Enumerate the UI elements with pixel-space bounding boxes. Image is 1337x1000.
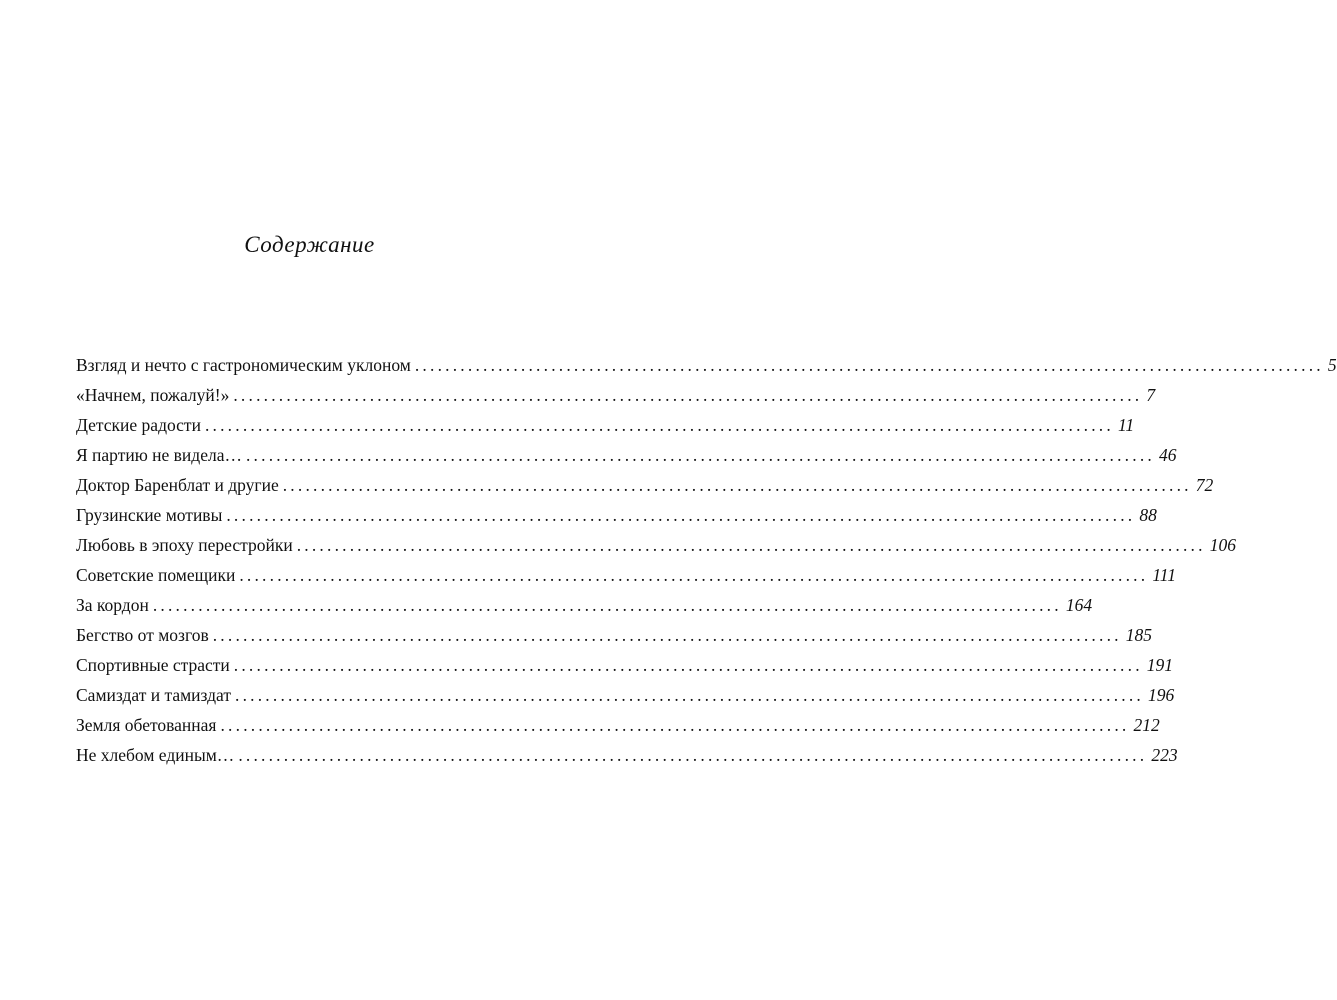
toc-leader-dots: ........................................................................................................................ — [239, 565, 1149, 585]
toc-entry-page: 185 — [1125, 625, 1152, 645]
toc-leader-dots: ........................................................................................................................ — [226, 505, 1136, 525]
toc-leader-dots: ........................................................................................................................ — [238, 745, 1148, 765]
page-title: Содержание — [244, 232, 375, 257]
toc-entry[interactable] — [76, 530, 1236, 560]
toc-entry-page: 164 — [1065, 595, 1093, 615]
toc-leader-dots: ........................................................................................................................ — [152, 595, 1062, 615]
toc-entry-page: 196 — [1148, 685, 1175, 705]
toc-entry[interactable] — [76, 620, 1152, 650]
toc-entry-page: 191 — [1146, 655, 1174, 675]
toc-entry-title: Грузинские мотивы — [76, 505, 223, 525]
toc-entry-title: Взгляд и нечто с гастрономическим уклоном — [76, 355, 411, 375]
toc-entry-page: 72 — [1195, 475, 1214, 495]
toc-leader-dots: ........................................................................................................................ — [204, 415, 1114, 435]
toc-entry-page: 111 — [1152, 565, 1176, 585]
toc-entry[interactable] — [76, 380, 1156, 410]
toc-leader-dots: ........................................................................................................................ — [245, 445, 1155, 465]
toc-entry-title: Я партию не видела… — [76, 445, 242, 465]
toc-entry-page: 46 — [1158, 445, 1177, 465]
toc-entry-title: Советские помещики — [76, 565, 236, 585]
toc-entry[interactable] — [76, 350, 1337, 380]
toc-entry-page: 5 — [1327, 355, 1337, 375]
toc-entry[interactable] — [76, 740, 1178, 770]
toc-entry[interactable] — [76, 440, 1177, 470]
toc-entry[interactable] — [76, 650, 1174, 680]
toc-entry-title: Детские радости — [76, 415, 201, 435]
toc-leader-dots: ........................................................................................................................ — [296, 535, 1206, 555]
toc-entry[interactable] — [76, 470, 1214, 500]
toc-entry-title: Не хлебом единым… — [76, 745, 235, 765]
toc-entry-title: Самиздат и тамиздат — [76, 685, 231, 705]
toc-entry[interactable] — [76, 590, 1093, 620]
toc-leader-dots: ........................................................................................................................ — [233, 385, 1143, 405]
toc-leader-dots: ........................................................................................................................ — [212, 625, 1122, 645]
toc-entry-page: 7 — [1146, 385, 1156, 405]
toc-leader-dots: ........................................................................................................................ — [414, 355, 1324, 375]
toc-entry-title: За кордон — [76, 595, 149, 615]
toc-entry-title: «Начнем, пожалуй!» — [76, 385, 230, 405]
toc-entry[interactable] — [76, 410, 1135, 440]
toc-entry-title: Спортивные страсти — [76, 655, 230, 675]
toc-entry[interactable] — [76, 680, 1175, 710]
toc-entry[interactable] — [76, 560, 1176, 590]
toc-leader-dots: ........................................................................................................................ — [233, 655, 1143, 675]
toc-leader-dots: ........................................................................................................................ — [282, 475, 1192, 495]
toc-entry-page: 11 — [1117, 415, 1135, 435]
toc-entry[interactable] — [76, 710, 1160, 740]
toc-leader-dots: ........................................................................................................................ — [220, 715, 1130, 735]
toc-entry-title: Любовь в эпоху перестройки — [76, 535, 293, 555]
toc-entry-page: 223 — [1151, 745, 1178, 765]
toc-entry-page: 88 — [1139, 505, 1157, 525]
toc-entry-page: 212 — [1133, 715, 1160, 735]
table-of-contents — [76, 350, 1337, 770]
toc-entry-title: Земля обетованная — [76, 715, 217, 735]
toc-entry-title: Бегство от мозгов — [76, 625, 209, 645]
toc-leader-dots: ........................................................................................................................ — [235, 685, 1144, 705]
toc-entry[interactable] — [76, 500, 1157, 530]
toc-entry-page: 106 — [1209, 535, 1236, 555]
toc-entry-title: Доктор Баренблат и другие — [76, 475, 279, 495]
